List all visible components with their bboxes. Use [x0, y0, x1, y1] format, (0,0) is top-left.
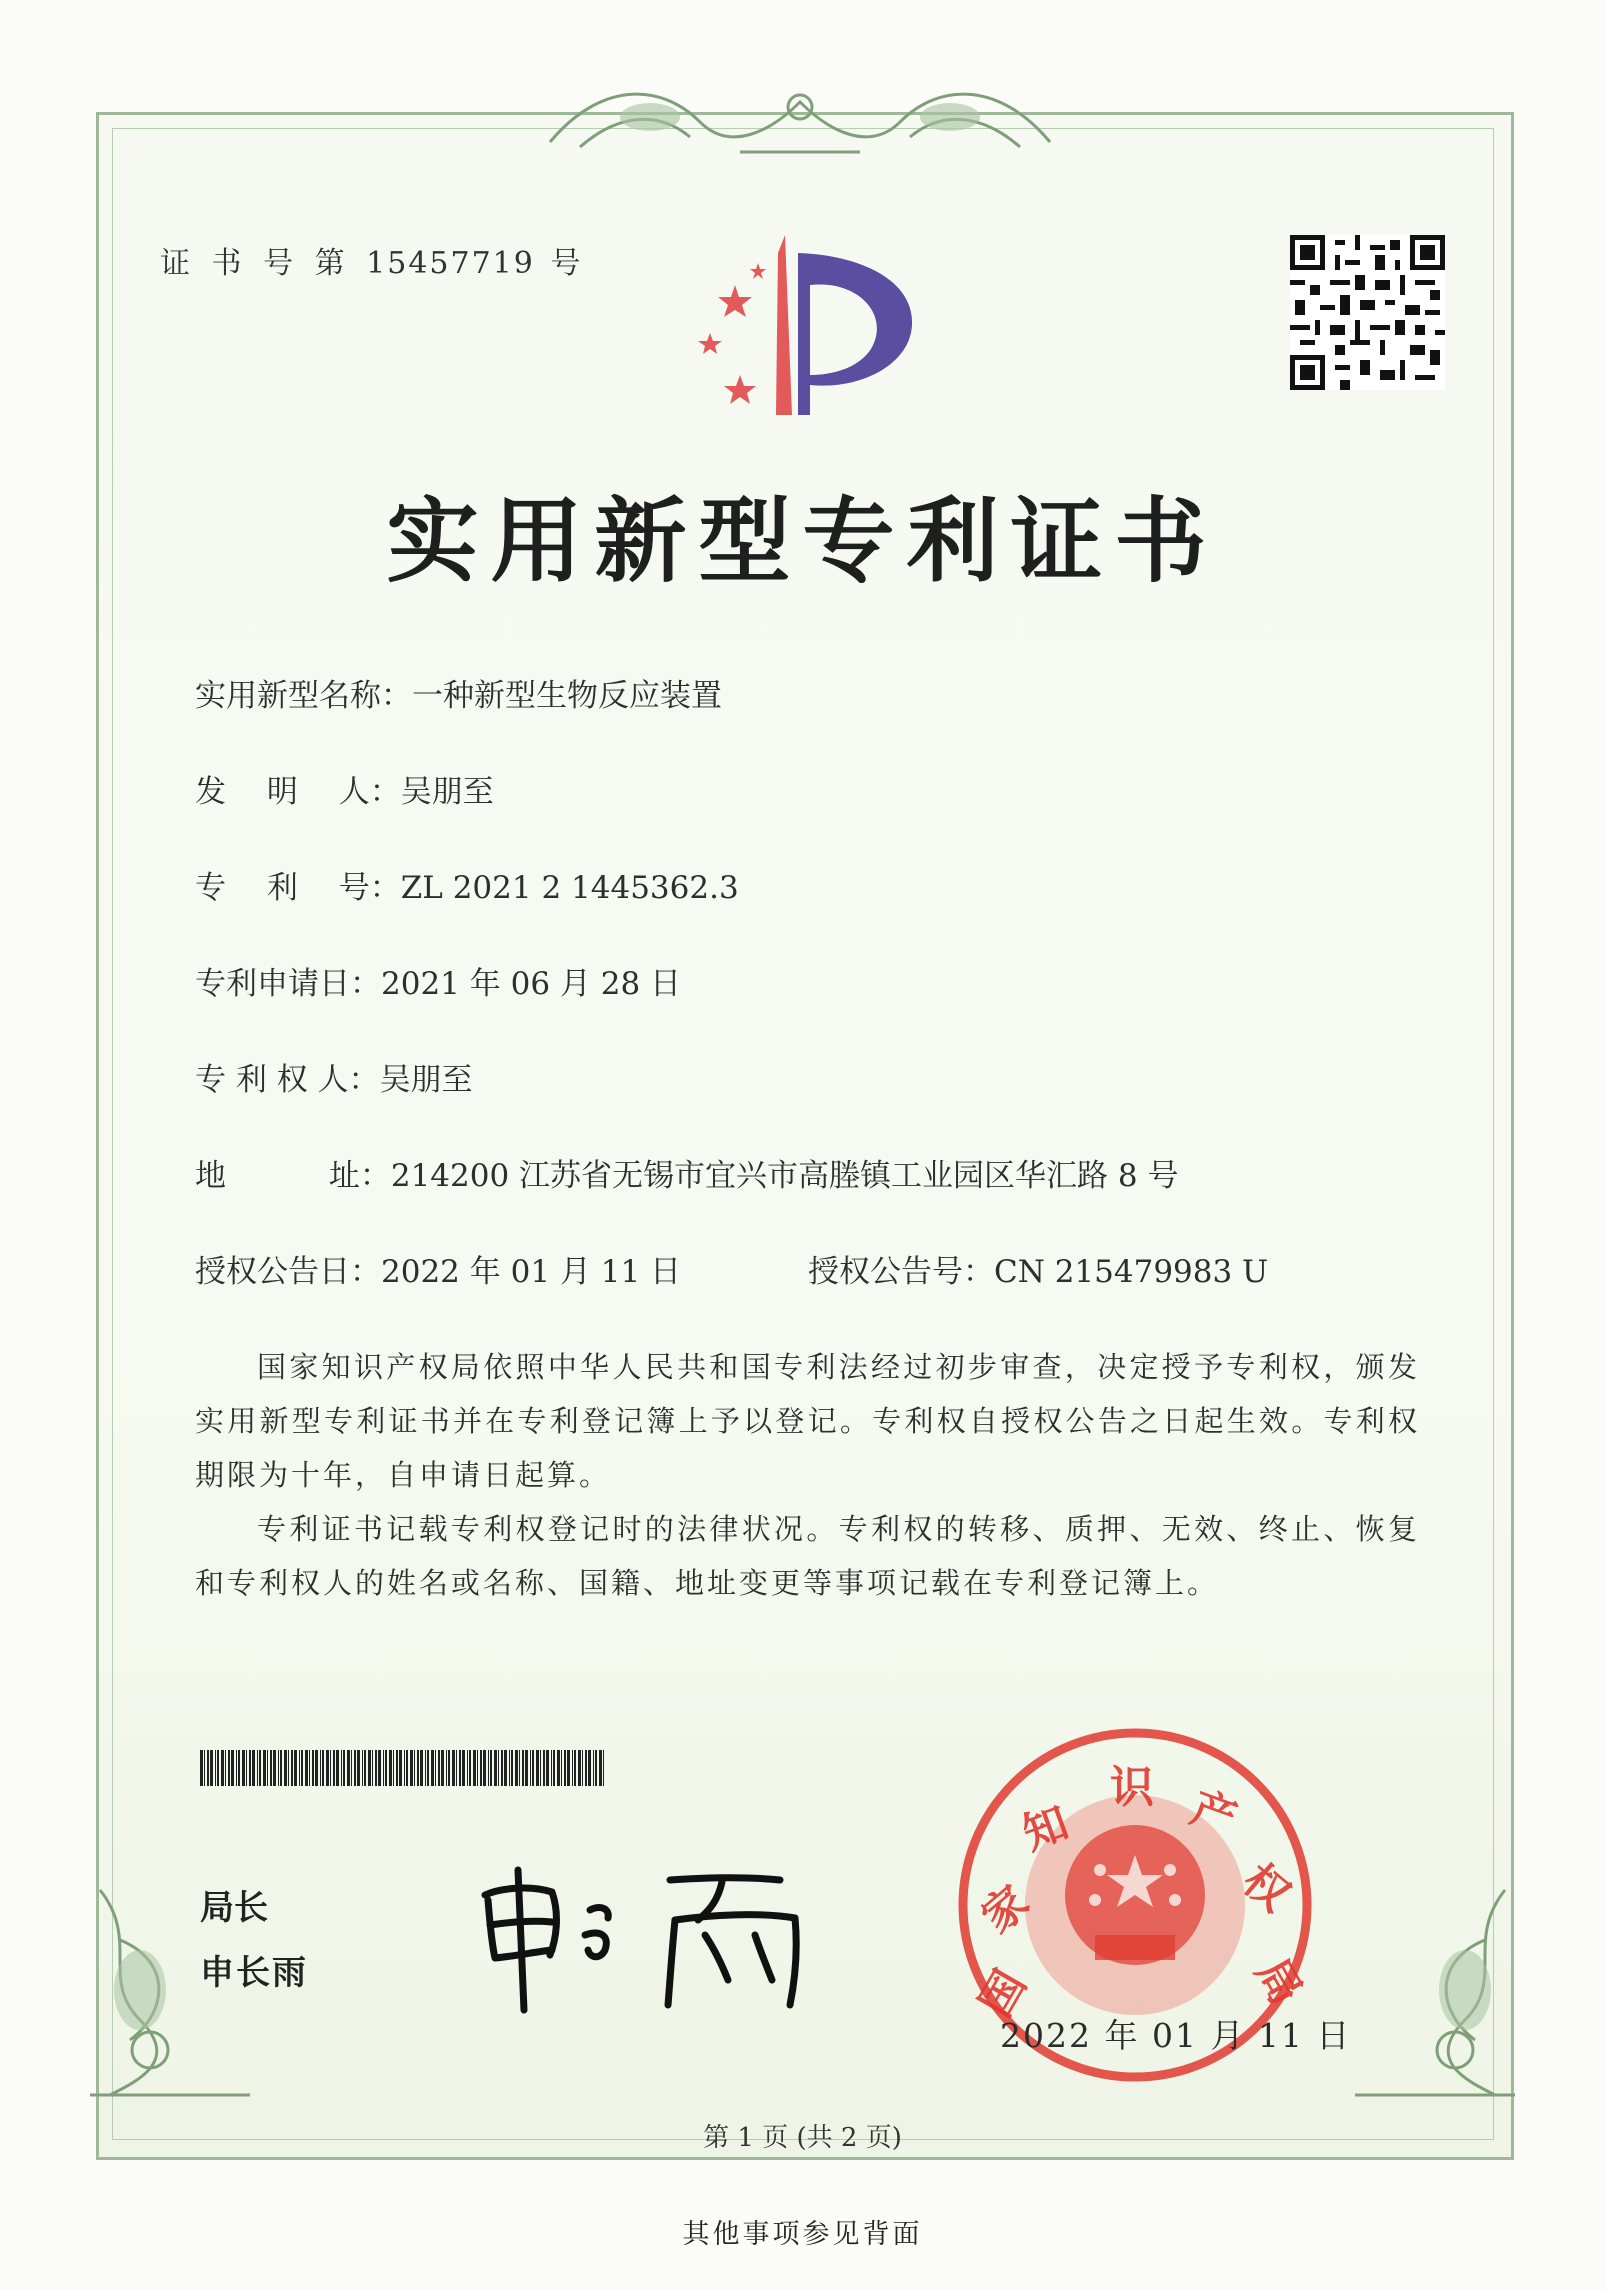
director-title: 局长	[200, 1888, 268, 1928]
field-label: 专 利 号：	[195, 870, 401, 906]
field-label: 授权公告号：	[808, 1254, 994, 1290]
utility-model-name-row	[195, 670, 722, 715]
qr-code-icon	[1290, 235, 1445, 390]
svg-text:局: 局	[1245, 1950, 1312, 2014]
field-value: 2021 年 06 月 28 日	[381, 966, 682, 1002]
inventor-row	[195, 766, 494, 811]
page-number: 第 1 页 (共 2 页)	[703, 2123, 902, 2153]
patentee-row	[195, 1054, 473, 1099]
svg-text:知: 知	[1016, 1797, 1076, 1861]
cert-no-value: 15457719	[366, 246, 535, 281]
body-paragraph: 专利证书记载专利权登记时的法律状况。专利权的转移、质押、无效、终止、恢复和专利权人的姓名或名称、国籍、地址变更等事项记载在专利登记簿上。	[195, 1512, 1420, 1600]
field-value: 一种新型生物反应装置	[412, 678, 722, 714]
patent-number-row	[195, 862, 739, 907]
field-label: 发 明 人：	[195, 774, 401, 810]
certificate-number	[160, 238, 586, 282]
field-label: 地 址：	[195, 1158, 391, 1194]
director-name: 申长雨	[200, 1953, 308, 1993]
svg-text:权: 权	[1232, 1854, 1300, 1922]
announcement-number-row	[808, 1246, 1268, 1291]
footer-note: 其他事项参见背面	[682, 2219, 923, 2250]
field-label: 实用新型名称：	[195, 678, 412, 714]
address-row	[195, 1150, 1178, 1195]
announcement-date-row	[195, 1246, 681, 1291]
svg-text:国: 国	[970, 1961, 1037, 2026]
field-value: ZL 2021 2 1445362.3	[400, 870, 739, 906]
certificate-body	[195, 1340, 1420, 1610]
director-signature-icon	[460, 1840, 830, 2020]
field-label: 授权公告日：	[195, 1254, 381, 1290]
field-label: 专利申请日：	[195, 966, 381, 1002]
cert-no-prefix: 证 书 号 第	[160, 246, 351, 281]
body-paragraph: 国家知识产权局依照中华人民共和国专利法经过初步审查，决定授予专利权，颁发实用新型专利证书并在专利登记簿上予以登记。专利权自授权公告之日起生效。专利权期限为十年，自申请日起算。	[195, 1350, 1420, 1492]
certificate-title: 实用新型专利证书	[386, 487, 1219, 595]
field-label: 专 利 权 人：	[195, 1062, 380, 1098]
svg-text:识: 识	[1110, 1762, 1154, 1813]
seal-date: 2022 年 01 月 11 日	[1000, 2016, 1352, 2055]
corner-ornament-icon	[1345, 1880, 1525, 2110]
patent-office-emblem-icon	[680, 225, 940, 425]
filing-date-row	[195, 958, 681, 1003]
top-ornament-icon	[540, 62, 1060, 172]
field-value: 2022 年 01 月 11 日	[381, 1254, 682, 1290]
field-value: CN 215479983 U	[994, 1254, 1269, 1290]
svg-text:产: 产	[1184, 1782, 1244, 1846]
field-value: 214200 江苏省无锡市宜兴市高塍镇工业园区华汇路 8 号	[390, 1158, 1179, 1194]
cert-no-suffix: 号	[550, 246, 587, 281]
field-value: 吴朋至	[400, 774, 494, 810]
barcode-icon	[200, 1750, 610, 1786]
svg-text:家: 家	[972, 1876, 1039, 1944]
field-value: 吴朋至	[379, 1062, 473, 1098]
